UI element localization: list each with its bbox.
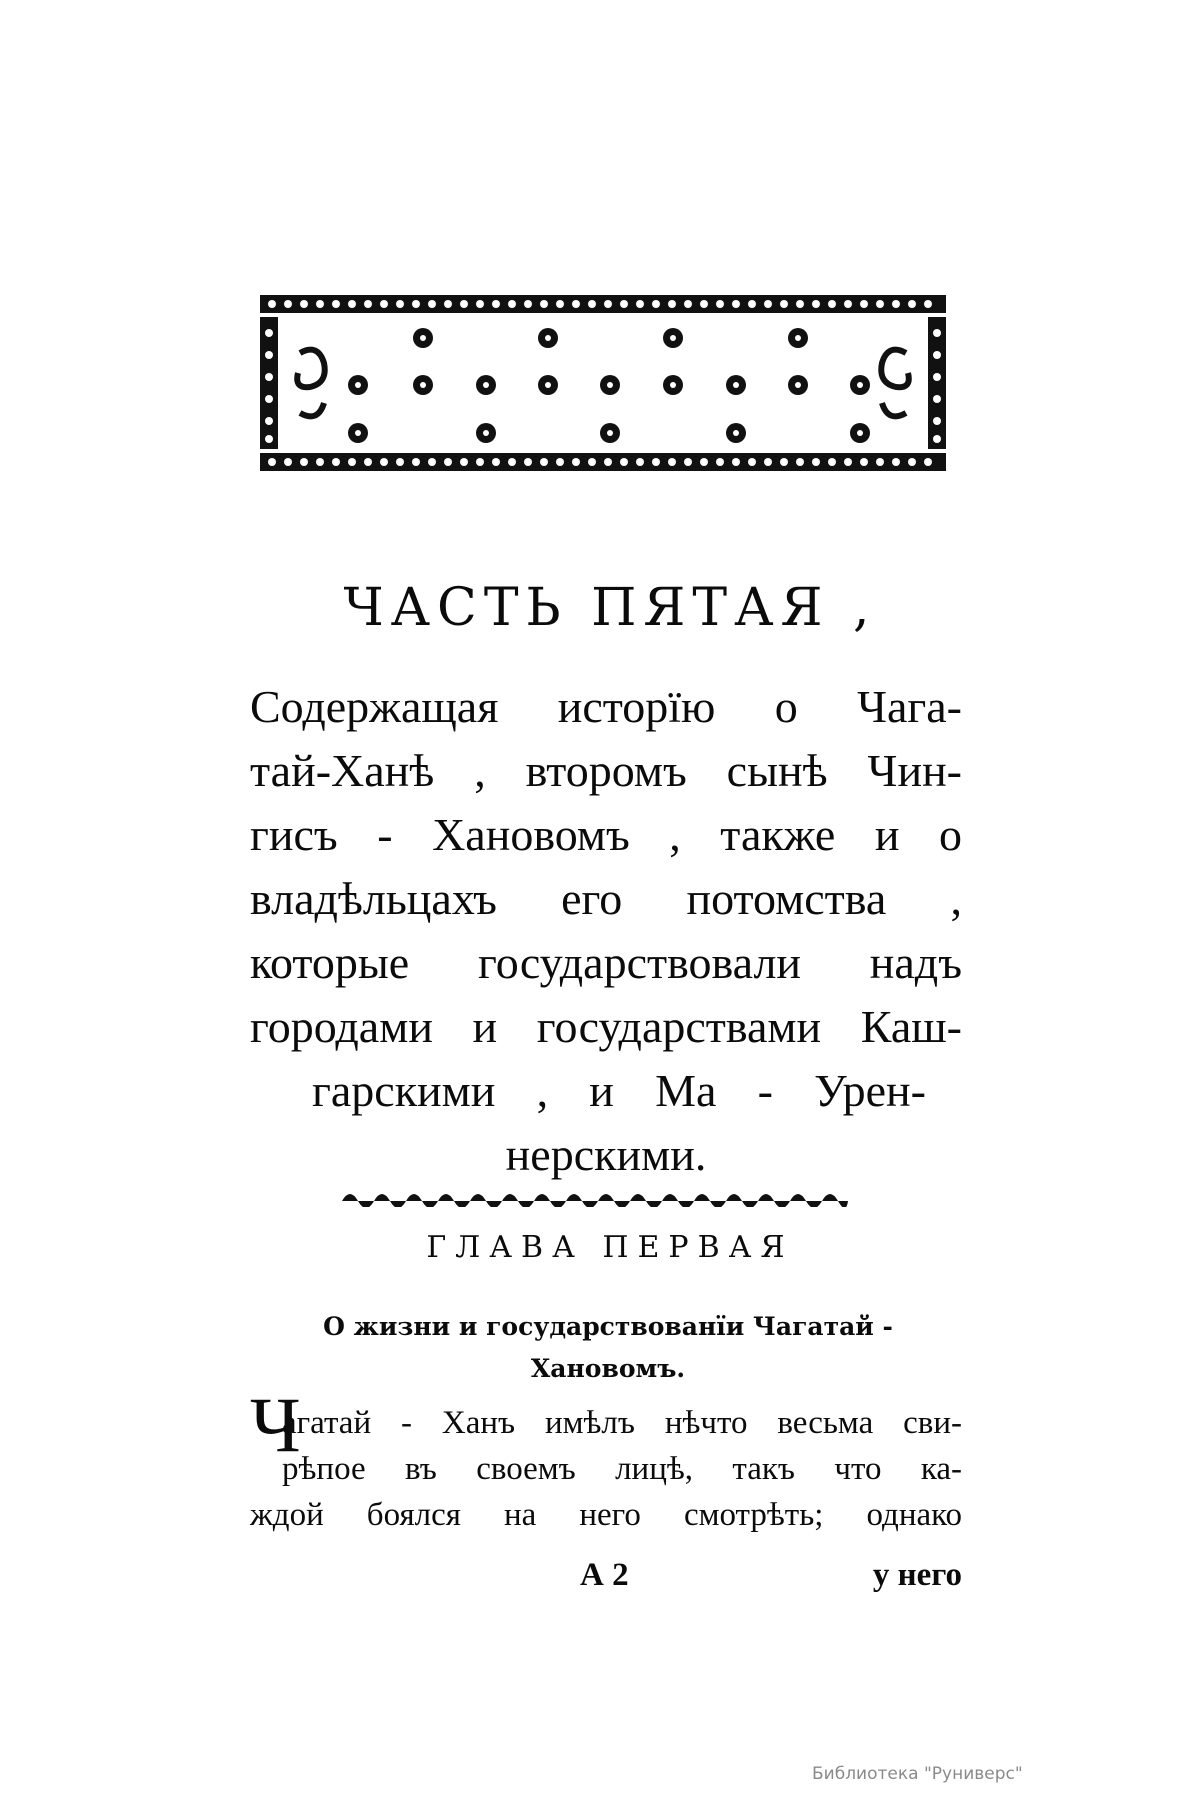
ornamental-divider [338, 1185, 852, 1207]
body-line: рѣпое въ своемъ лицѣ, такъ что ка- [282, 1451, 962, 1487]
subtitle-line: гисъ - Хановомъ , также и о [250, 809, 962, 860]
subtitle-line: тай-Ханѣ , второмъ сынѣ Чин- [250, 745, 962, 796]
catchword: у него [872, 1557, 962, 1593]
subtitle-line: которые государствовали надъ [250, 937, 962, 988]
decorative-headpiece [258, 293, 948, 473]
subtitle-line: городами и государствами Каш- [250, 1001, 962, 1052]
chapter-subtitle [258, 1306, 958, 1390]
chapter-heading: ГЛАВА ПЕРВАЯ [426, 1230, 794, 1265]
body-text [250, 1400, 962, 1538]
subtitle-line: нерскими. [505, 1129, 707, 1180]
subtitle-line: Содержащая исторїю о Чага- [250, 681, 962, 732]
part-subtitle [250, 675, 962, 1187]
chapter-subtitle-line: Хановомъ. [530, 1354, 686, 1383]
body-line: ждой боялся на него смотрѣть; однако [250, 1497, 962, 1533]
body-line: агатай - Ханъ имѣлъ нѣчто весьма сви- [282, 1405, 962, 1441]
subtitle-line: гарскими , и Ма - Урен- [312, 1065, 926, 1116]
library-watermark: Библиотека "Руниверс" [812, 1764, 1023, 1784]
part-heading: ЧАСТЬ ПЯТАЯ , [343, 578, 877, 638]
signature-mark: А 2 [580, 1557, 629, 1593]
subtitle-line: владѣльцахъ его потомства , [250, 873, 962, 924]
chapter-subtitle-line: О жизни и государствованїи Чагатай - [323, 1312, 893, 1341]
drop-cap: Ч [250, 1381, 301, 1468]
